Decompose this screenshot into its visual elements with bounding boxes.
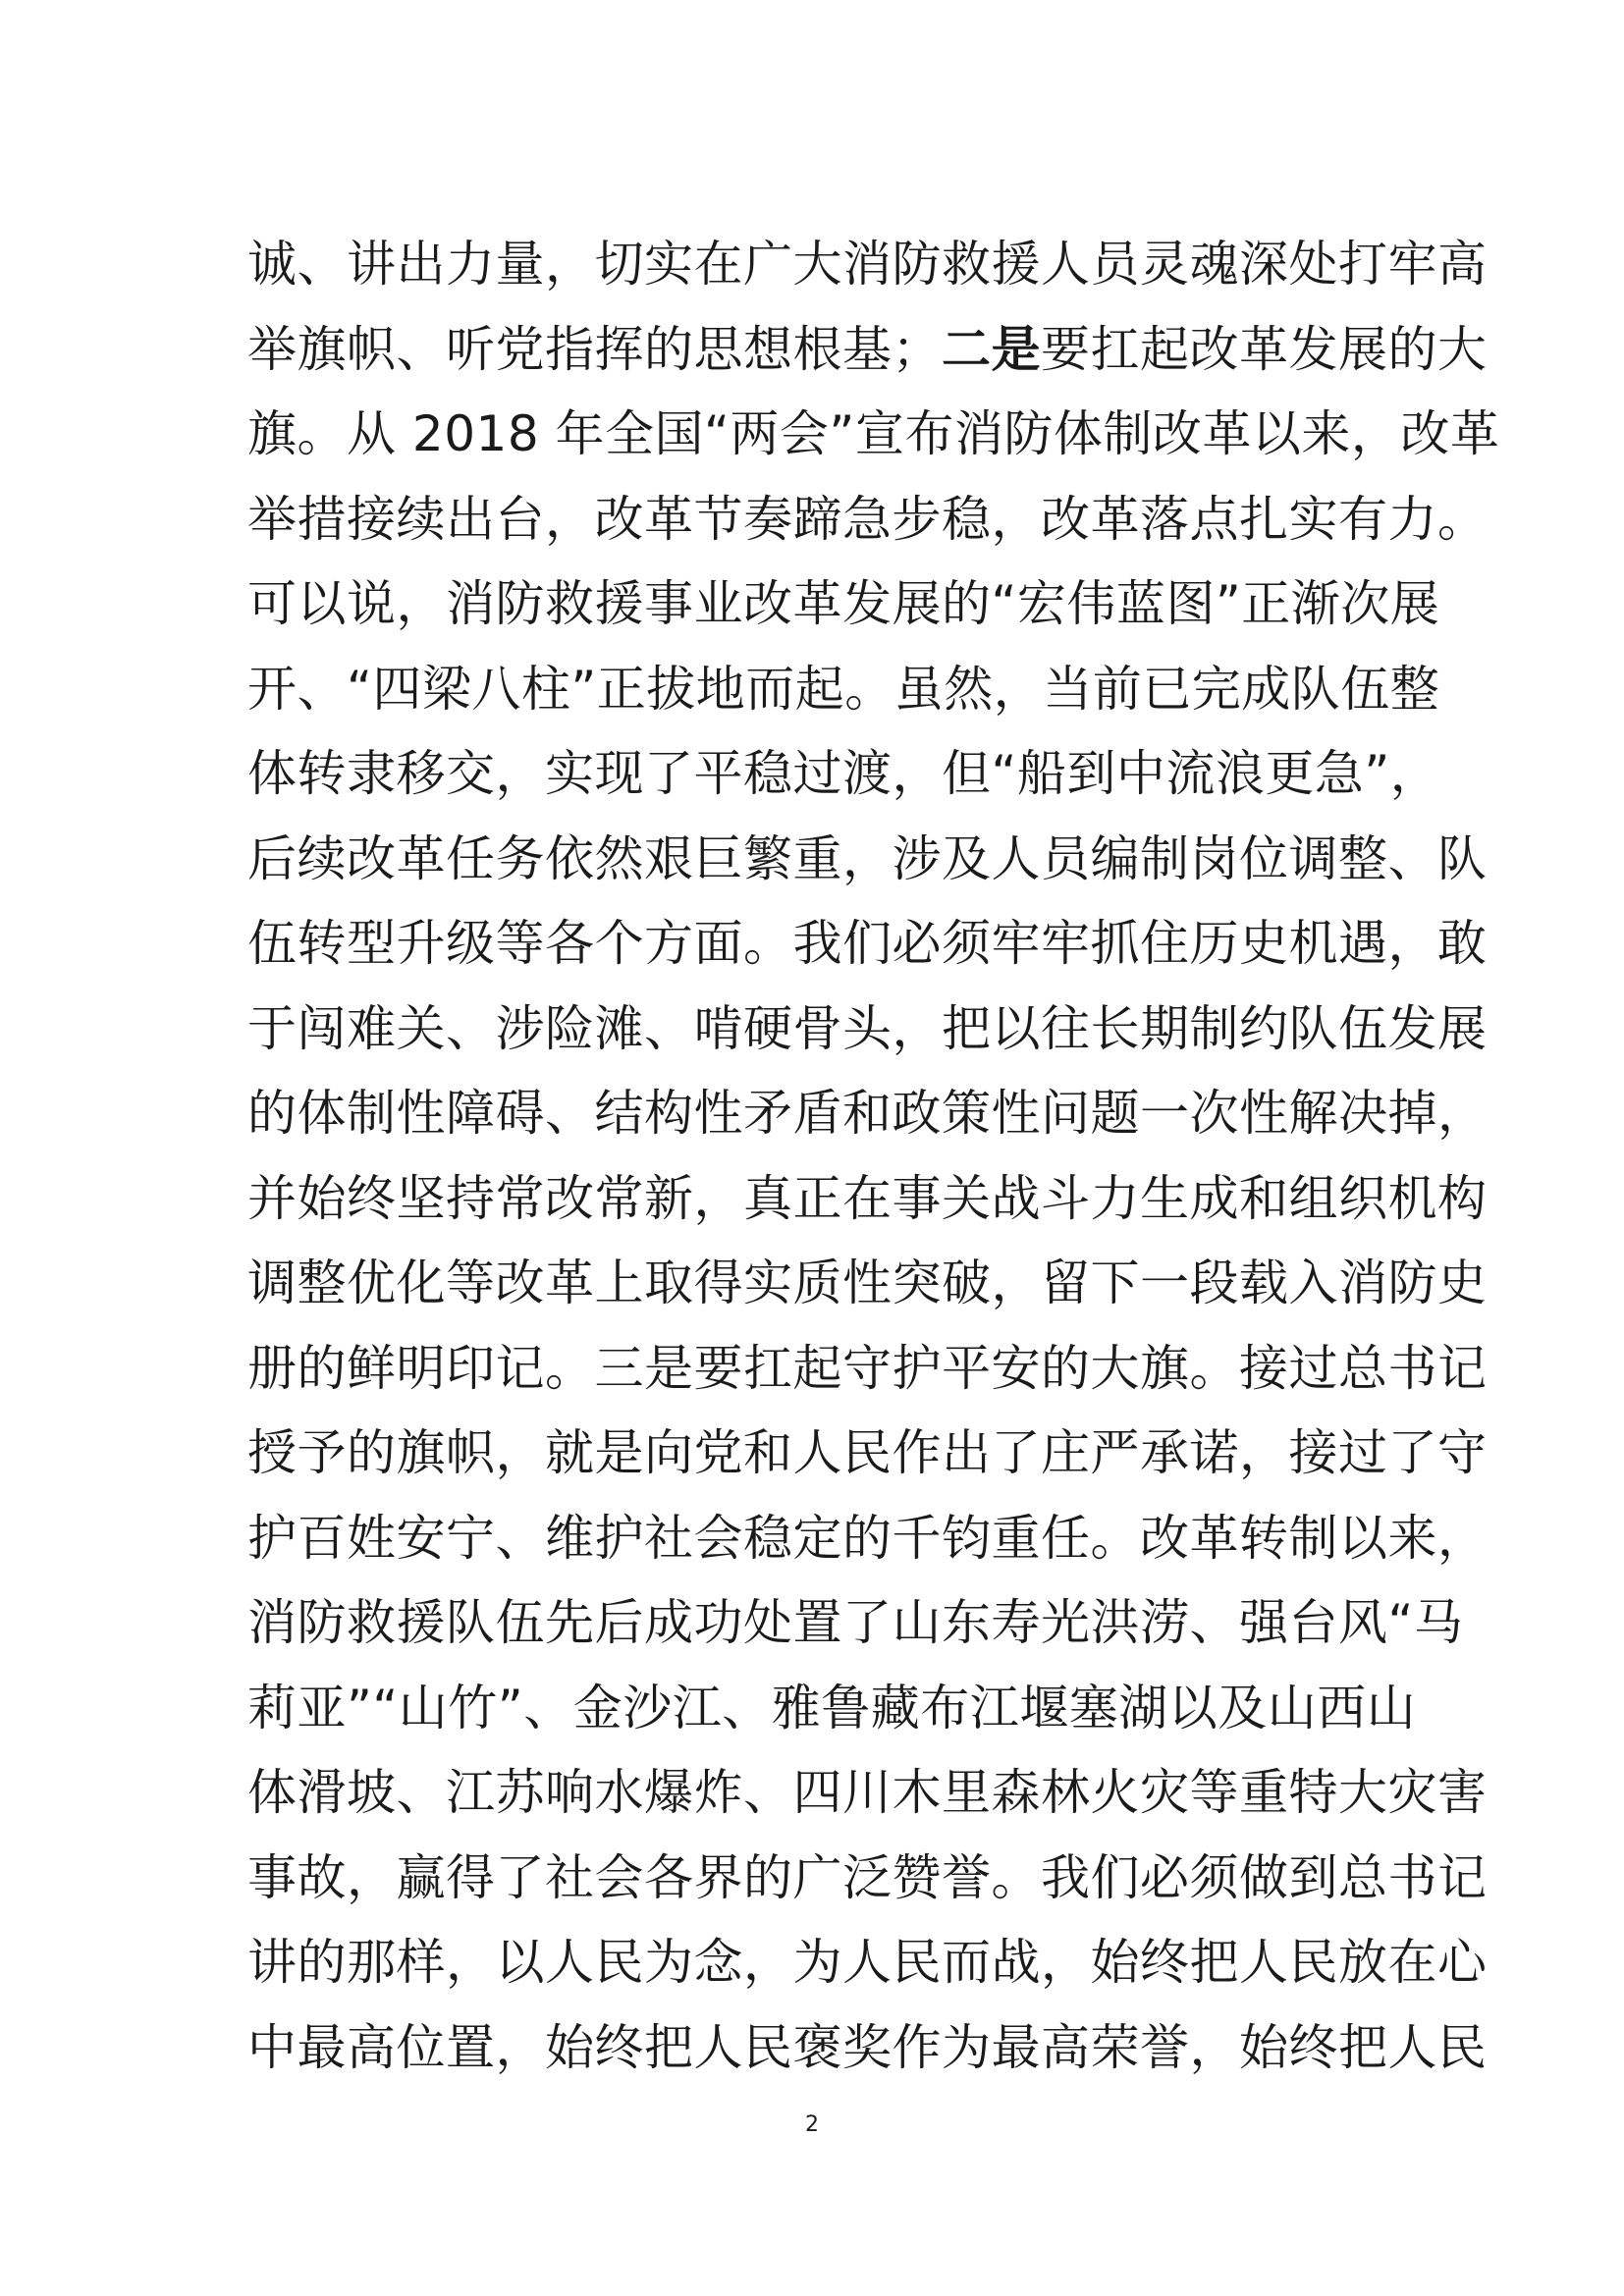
text-line bbox=[247, 1750, 1488, 1836]
text-line bbox=[247, 477, 1488, 562]
text-segment: 体滑坡、江苏响水爆炸、四川木里森林火灾等重特大灾害 bbox=[247, 1764, 1488, 1821]
text-segment: 护百姓安宁、维护社会稳定的千钧重任。改革转制以来， bbox=[247, 1509, 1488, 1567]
text-segment: 消防救援队伍先后成功处置了山东寿光洪涝、强台风“马 bbox=[247, 1594, 1464, 1651]
text-line bbox=[247, 1580, 1464, 1666]
text-segment: 诚、讲出力量，切实在广大消防救援人员灵魂深处打牢高 bbox=[247, 236, 1488, 293]
text-segment: 可以说，消防救援事业改革发展的“宏伟蓝图”正渐次展 bbox=[247, 575, 1440, 632]
text-line bbox=[247, 1326, 1488, 1412]
body-text bbox=[247, 222, 1500, 2090]
text-line bbox=[247, 561, 1440, 647]
page-number: 2 bbox=[805, 2112, 819, 2137]
text-line bbox=[247, 987, 1488, 1072]
text-line bbox=[247, 1071, 1488, 1156]
text-line bbox=[247, 1411, 1488, 1496]
text-line bbox=[247, 901, 1488, 987]
text-segment: 并始终坚持常改常新，真正在事关战斗力生成和组织机构 bbox=[247, 1169, 1488, 1227]
text-segment: 后续改革任务依然艰巨繁重，涉及人员编制岗位调整、队 bbox=[247, 829, 1488, 887]
text-line bbox=[247, 1156, 1488, 1242]
text-segment: 举旗帜、听党指挥的思想根基； bbox=[247, 320, 942, 378]
text-line bbox=[247, 307, 1488, 393]
text-segment: 的体制性障碍、结构性矛盾和政策性问题一次性解决掉， bbox=[247, 1085, 1488, 1142]
text-segment: 莉亚”“山竹”、金沙江、雅鲁藏布江堰塞湖以及山西山 bbox=[247, 1679, 1417, 1736]
text-line bbox=[247, 392, 1500, 477]
text-line bbox=[247, 1666, 1417, 1751]
text-segment: 体转隶移交，实现了平稳过渡，但“船到中流浪更急”， bbox=[247, 745, 1440, 802]
text-segment: 旗。从 2018 年全国“两会”宣布消防体制改革以来，改革 bbox=[247, 405, 1500, 462]
text-segment: 讲的那样，以人民为念，为人民而战，始终把人民放在心 bbox=[247, 1934, 1488, 1991]
text-line bbox=[247, 222, 1488, 307]
text-line bbox=[247, 817, 1488, 902]
text-segment: 要扛起改革发展的大 bbox=[1041, 320, 1488, 378]
text-line bbox=[247, 2005, 1488, 2091]
text-segment: 伍转型升级等各个方面。我们必须牢牢抓住历史机遇，敢 bbox=[247, 915, 1488, 972]
text-segment: 册的鲜明印记。三是要扛起守护平安的大旗。接过总书记 bbox=[247, 1339, 1488, 1397]
text-segment: 授予的旗帜，就是向党和人民作出了庄严承诺，接过了守 bbox=[247, 1424, 1488, 1481]
text-line bbox=[247, 1241, 1488, 1326]
text-segment: 于闯难关、涉险滩、啃硬骨头，把以往长期制约队伍发展 bbox=[247, 999, 1488, 1057]
text-line bbox=[247, 1496, 1488, 1581]
text-line bbox=[247, 731, 1440, 817]
text-segment: 举措接续出台，改革节奏蹄急步稳，改革落点扎实有力。 bbox=[247, 490, 1488, 548]
text-line bbox=[247, 1836, 1488, 1921]
text-segment: 开、“四梁八柱”正拔地而起。虽然，当前已完成队伍整 bbox=[247, 660, 1440, 718]
text-line bbox=[247, 1920, 1488, 2005]
text-line bbox=[247, 647, 1440, 732]
text-segment: 调整优化等改革上取得实质性突破，留下一段载入消防史 bbox=[247, 1255, 1488, 1311]
text-segment: 中最高位置，始终把人民褒奖作为最高荣誉，始终把人民 bbox=[247, 2018, 1488, 2076]
bold-text-segment: 二是 bbox=[942, 320, 1041, 378]
text-segment: 事故，赢得了社会各界的广泛赞誉。我们必须做到总书记 bbox=[247, 1848, 1488, 1906]
